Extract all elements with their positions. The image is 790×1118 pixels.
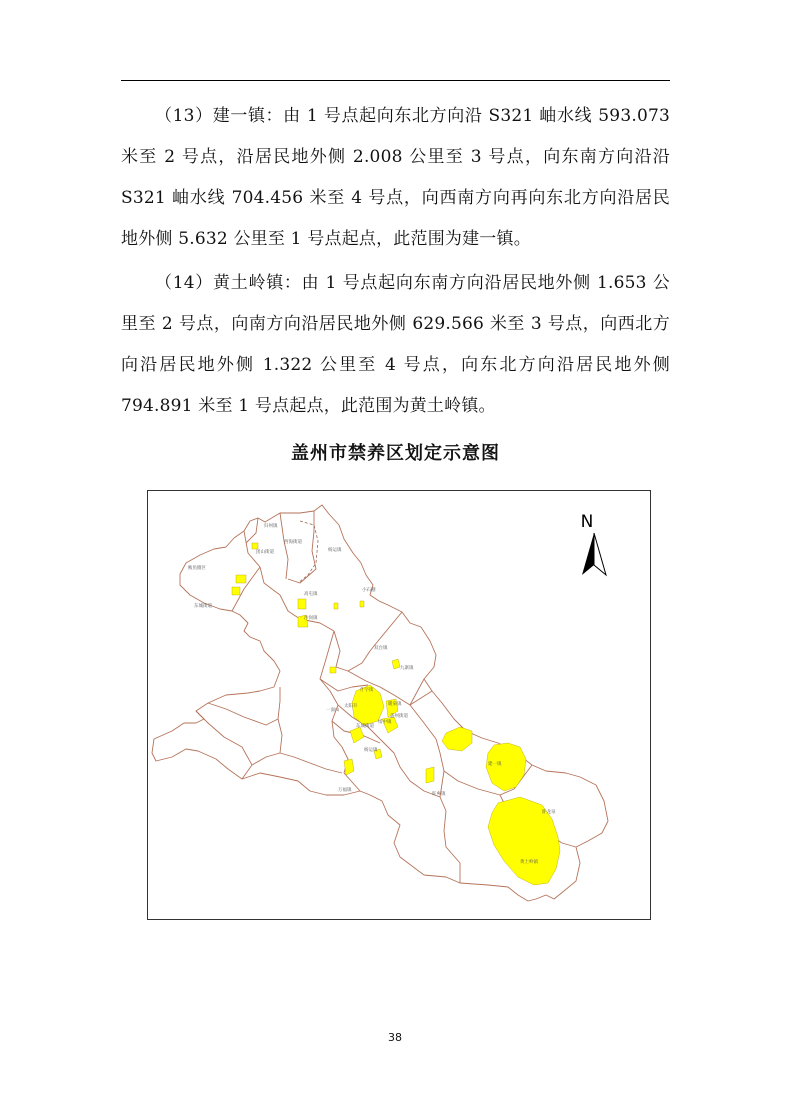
town-label: 盖州街道 xyxy=(390,714,408,719)
town-label: 沙岗镇 xyxy=(304,616,318,621)
town-label: 万福镇 xyxy=(338,788,352,793)
zone-mid-2 xyxy=(392,659,400,669)
north-label: N xyxy=(580,512,594,532)
town-label: 双台镇 xyxy=(374,646,388,651)
map-svg xyxy=(148,491,652,921)
town-label: 建一镇 xyxy=(488,762,502,767)
zone-mid-4 xyxy=(360,601,364,607)
zone-mid-5 xyxy=(330,667,336,673)
boundary-inner-11 xyxy=(352,717,440,797)
town-label: 旺乡镇 xyxy=(432,792,446,797)
paragraph-huangtuling-town: （14）黄土岭镇：由 1 号点起向东南方向沿居民地外侧 1.653 公里至 2 号点，向南方向沿居民地外侧 629.566 米至 3 号点，向西北方向沿居民地外侧 1.322 公里至 4 号点，向东北方向沿居民地外侧 794.891 米至 1 号点起点，此范围为黄土岭镇。 xyxy=(121,273,670,416)
zone-south-2 xyxy=(426,767,434,783)
north-arrow-icon xyxy=(581,512,606,575)
zone-city-4 xyxy=(350,727,364,743)
town-label: 归州镇 xyxy=(264,524,278,529)
town-label: 太阳升 xyxy=(344,704,358,709)
town-label: 九寨镇 xyxy=(400,666,414,671)
town-label: 高屯镇 xyxy=(304,592,318,597)
zone-south-1 xyxy=(344,759,354,775)
town-label: 什字街 xyxy=(360,688,374,693)
boundary-inner-19 xyxy=(196,711,252,765)
town-label: 东城街道 xyxy=(356,724,374,729)
boundary-inner-17 xyxy=(242,753,342,779)
boundary-inner-21 xyxy=(246,518,258,543)
boundary-inner-6 xyxy=(334,612,402,671)
town-label: 鲅鱼圈区 xyxy=(188,566,206,571)
zone-west-1 xyxy=(232,587,240,595)
town-label: 黄土岭镇 xyxy=(520,860,538,865)
zone-east-small xyxy=(442,727,472,751)
zone-north-1 xyxy=(236,575,246,583)
boundary-inner-18 xyxy=(278,687,282,753)
zone-north-2 xyxy=(298,599,306,609)
page-number: 38 xyxy=(388,1031,402,1044)
boundary-inner-1 xyxy=(244,531,280,595)
town-label: 杨运镇 xyxy=(328,548,342,553)
boundary-inner-20 xyxy=(208,703,278,725)
zone-east-large xyxy=(486,743,526,791)
town-label: 杨运镇 xyxy=(364,748,378,753)
town-label: 东城街道 xyxy=(194,604,212,609)
town-label: 绥中镇 xyxy=(378,720,392,725)
header-rule xyxy=(121,80,670,81)
map-figure xyxy=(147,490,651,920)
town-label: 西海街道 xyxy=(284,540,302,545)
zone-north-3 xyxy=(252,543,258,549)
town-label: 暖泉镇 xyxy=(388,702,402,707)
paragraph-jianyi-town: （13）建一镇：由 1 号点起向东北方向沿 S321 岫水线 593.073 米至 2 号点，沿居民地外侧 2.008 公里至 3 号点，向东南方向沿沿 S321 岫水线 704.456 米至 4 号点，向西南方向再向东北方向沿居民地外侧 5.632 公里至 1 号点起点，此范围为建一镇。 xyxy=(121,106,670,249)
town-label: 一面山 xyxy=(326,708,340,713)
town-label: 小石棚 xyxy=(362,588,376,593)
boundary-inner-2 xyxy=(280,513,288,579)
town-label: 卧龙泉 xyxy=(542,810,556,815)
map-title: 盖州市禁养区划定示意图 xyxy=(291,443,500,464)
town-label: 团山街道 xyxy=(256,550,274,555)
county-line xyxy=(298,521,318,583)
zone-mid-3 xyxy=(334,603,338,609)
